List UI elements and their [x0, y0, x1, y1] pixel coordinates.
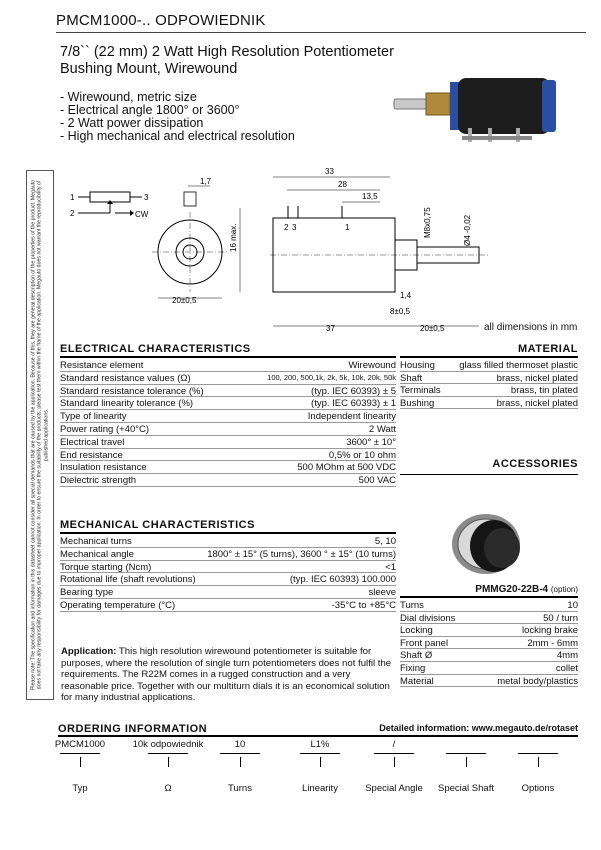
material-heading: MATERIAL — [400, 343, 578, 358]
ordering-detail: Detailed information: www.megauto.de/rotaset — [379, 723, 578, 733]
disclaimer-box — [26, 170, 54, 700]
row-value: 500 MOhm at 500 VDC — [297, 462, 396, 474]
feature-item: - Electrical angle 1800° or 3600° — [60, 103, 240, 117]
row-label: Turns — [400, 600, 424, 611]
row-value: 500 VAC — [358, 475, 396, 487]
title-line-1: 7/8`` (22 mm) 2 Watt High Resolution Potentiometer — [60, 44, 394, 60]
accessory-product: PMMG20-22B-4 — [475, 584, 549, 595]
application-label: Application: — [61, 646, 117, 657]
table-row — [400, 612, 578, 625]
schematic-pin-2: 2 — [70, 209, 75, 218]
row-value: 10 — [567, 600, 578, 611]
accessories-heading: ACCESSORIES — [492, 458, 578, 470]
row-label: Front panel — [400, 637, 449, 649]
row-label: Mechanical angle — [60, 548, 134, 560]
table-row — [60, 410, 396, 423]
row-value: 4mm — [556, 650, 578, 662]
dim-m8: M8x0,75 — [423, 207, 432, 238]
product-photo — [392, 62, 572, 154]
table-row — [400, 384, 578, 397]
row-label: Type of linearity — [60, 411, 127, 423]
row-label: End resistance — [60, 449, 123, 461]
table-row — [60, 535, 396, 548]
order-tick — [466, 757, 467, 767]
dim-1-7: 1,7 — [200, 177, 212, 186]
feature-list — [60, 91, 295, 143]
row-value: brass, nickel plated — [496, 397, 578, 409]
row-value: <1 — [385, 561, 396, 573]
table-row — [60, 586, 396, 599]
schematic-pin-3: 3 — [144, 193, 149, 202]
order-tick — [394, 757, 395, 767]
disclaimer-text: Please note: The specification and information in this datasheet cannot consider all special demands that are caused by the application. Because of this, they are general description of the properties of the product. Megauto does not take any responsibility for damages due to improper application. In order to ensure the suitability of the products, please test them within the frame of the application. Megauto does not warrant the reproducibility of published applications. — [30, 179, 50, 691]
order-underline — [374, 753, 414, 754]
row-value: locking brake — [522, 625, 578, 637]
table-row — [60, 449, 396, 462]
order-value: 10 — [234, 739, 246, 750]
table-row — [60, 397, 396, 410]
table-row — [60, 474, 396, 487]
order-underline — [518, 753, 558, 754]
row-label: Dial divisions — [400, 612, 456, 624]
order-underline — [446, 753, 486, 754]
accessory-option: (option) — [550, 585, 578, 594]
row-label: Insulation resistance — [60, 462, 147, 474]
dim-16-max: 16 max. — [229, 223, 238, 252]
material-section — [400, 343, 578, 408]
order-underline — [60, 753, 100, 754]
row-label: Electrical travel — [60, 436, 125, 448]
dim-28: 28 — [338, 180, 347, 189]
row-label: Operating temperature (°C) — [60, 600, 176, 611]
schematic-pin-1: 1 — [70, 193, 75, 202]
row-label: Dielectric strength — [60, 475, 137, 487]
order-tick — [80, 757, 81, 767]
feature-item: - Wirewound, metric size — [60, 90, 197, 104]
page-header: PMCM1000-.. ODPOWIEDNIK — [56, 12, 266, 29]
row-value: 50 / turn — [543, 612, 578, 624]
mechanical-section — [60, 519, 396, 614]
row-value: metal body/plastics — [497, 675, 578, 687]
row-label: Shaft — [400, 372, 423, 384]
accessory-title — [400, 584, 578, 598]
order-tick — [240, 757, 241, 767]
order-label: Special Shaft — [438, 783, 494, 794]
row-label: Standard resistance values (Ω) — [60, 372, 191, 384]
order-underline — [148, 753, 188, 754]
order-underline — [300, 753, 340, 754]
order-value: L1% — [310, 739, 330, 750]
row-value: 2mm - 6mm — [527, 637, 578, 649]
row-value: 3600° ± 10° — [346, 436, 396, 448]
table-row — [400, 637, 578, 650]
table-row — [60, 385, 396, 398]
electrical-section — [60, 343, 396, 488]
table-row — [60, 573, 396, 586]
row-value: brass, nickel plated — [496, 372, 578, 384]
order-tick — [320, 757, 321, 767]
dim-8: 8±0,5 — [390, 307, 410, 316]
row-label: Torque starting (Ncm) — [60, 561, 152, 573]
dim-33: 33 — [325, 167, 334, 176]
ordering-heading: ORDERING INFORMATION — [58, 723, 208, 735]
accessory-section — [400, 584, 578, 694]
row-value: (typ. IEC 60393) 100.000 — [289, 574, 396, 586]
row-value: (typ. IEC 60393) ± 1 — [311, 398, 396, 410]
row-label: Terminals — [400, 385, 441, 397]
row-value: brass, tin plated — [510, 385, 578, 397]
dim-37: 37 — [326, 324, 335, 333]
row-label: Bushing — [400, 397, 435, 409]
order-label: Turns — [228, 783, 252, 794]
row-value: 5, 10 — [374, 536, 396, 547]
row-value: collet — [555, 663, 578, 674]
row-value: Wirewound — [348, 360, 396, 371]
row-label: Bearing type — [60, 587, 114, 599]
row-value: -35°C to +85°C — [331, 600, 396, 611]
dim-d4: Ø4 -0,02 — [463, 214, 472, 246]
terminal-label-1: 1 — [345, 223, 350, 232]
table-row — [60, 561, 396, 574]
row-value: (typ. IEC 60393) ± 5 — [311, 385, 396, 397]
table-row — [400, 624, 578, 637]
title-line-2: Bushing Mount, Wirewound — [60, 61, 238, 77]
row-label: Material — [400, 675, 434, 687]
order-label: Options — [521, 783, 555, 794]
terminal-label-3: 3 — [292, 223, 297, 232]
order-label: Linearity — [302, 783, 338, 794]
row-value: glass filled thermoset plastic — [459, 360, 578, 371]
row-value: sleeve — [368, 587, 396, 599]
table-row — [60, 436, 396, 449]
table-row — [400, 372, 578, 385]
table-row — [400, 359, 578, 372]
table-row — [400, 662, 578, 675]
schematic-cw: CW — [135, 210, 149, 219]
table-row — [400, 675, 578, 688]
row-label: Mechanical turns — [60, 536, 132, 547]
dim-1-4: 1,4 — [400, 291, 412, 300]
feature-item: - 2 Watt power dissipation — [60, 116, 204, 130]
table-row — [400, 649, 578, 662]
table-row — [60, 372, 396, 385]
dim-13-5: 13,5 — [362, 192, 378, 201]
product-title — [60, 44, 394, 78]
table-row — [400, 397, 578, 410]
table-row — [60, 599, 396, 612]
terminal-label-2: 2 — [284, 223, 289, 232]
row-label: Resistance element — [60, 360, 144, 371]
row-value: 2 Watt — [368, 424, 396, 435]
order-tick — [538, 757, 539, 767]
electrical-heading: ELECTRICAL CHARACTERISTICS — [60, 343, 396, 358]
row-label: Power rating (+40°C) — [60, 424, 150, 435]
table-row — [400, 599, 578, 612]
row-value: 100, 200, 500,1k, 2k, 5k, 10k, 20k, 50k — [267, 372, 396, 382]
order-tick — [168, 757, 169, 767]
dimensions-note: all dimensions in mm — [484, 322, 578, 333]
row-label: Housing — [400, 360, 435, 371]
row-value: Independent linearity — [307, 411, 396, 423]
row-label: Fixing — [400, 663, 426, 674]
ordering-section — [54, 722, 578, 807]
row-value: 0,5% or 10 ohm — [328, 449, 396, 461]
row-label: Shaft Ø — [400, 650, 433, 662]
row-value: 1800° ± 15° (5 turns), 3600 ° ± 15° (10 turns) — [207, 548, 396, 560]
table-row — [60, 461, 396, 474]
row-label: Locking — [400, 625, 433, 637]
header-divider — [56, 32, 586, 33]
order-label: Typ — [72, 783, 88, 794]
order-value: PMCM1000 — [54, 739, 106, 750]
mechanical-heading: MECHANICAL CHARACTERISTICS — [60, 519, 396, 534]
dial-photo — [448, 508, 534, 580]
row-label: Standard linearity tolerance (%) — [60, 398, 194, 410]
row-label: Standard resistance tolerance (%) — [60, 385, 204, 397]
table-row — [60, 423, 396, 436]
order-label: Special Angle — [365, 783, 423, 794]
dim-20-front: 20±0,5 — [172, 296, 197, 305]
order-value: / — [392, 739, 396, 750]
application-body: This high resolution wirewound potentiometer is suitable for purposes, where the resolution of single turn potentiometers does not fulfil the requirements. The R22M comes in a rugged construction and a very reasonable price. Together with our multiturn dials it is an economical solution for many industrial applications. — [61, 646, 392, 703]
application-text — [61, 646, 397, 704]
row-label: Rotational life (shaft revolutions) — [60, 574, 196, 586]
feature-item: - High mechanical and electrical resolution — [60, 129, 295, 143]
order-label: Ω — [164, 783, 172, 794]
table-row — [60, 359, 396, 372]
table-row — [60, 548, 396, 561]
order-value: 10k odpowiednik — [132, 739, 204, 750]
dimension-drawing — [60, 160, 585, 338]
order-underline — [220, 753, 260, 754]
dim-20-side: 20±0,5 — [420, 324, 445, 333]
